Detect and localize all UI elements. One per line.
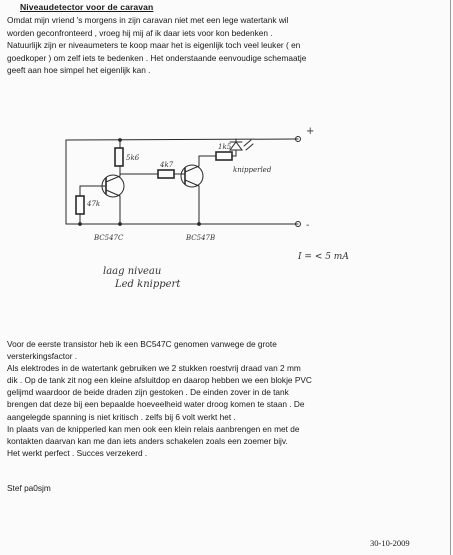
body-line: In plaats van de knipperled kan men ook een klein relais aanbrengen en met de xyxy=(7,423,300,434)
body-line: Het werkt perfect . Succes verzekerd . xyxy=(7,447,148,458)
junction-dot xyxy=(119,223,122,226)
t2-collector xyxy=(185,166,199,172)
t1-collector xyxy=(106,176,120,182)
body-line: Als elektrodes in de watertank gebruiken we 2 stukken roestvrij draad van 2 mm xyxy=(7,363,301,374)
note-line-1: laag niveau xyxy=(103,266,162,277)
body-paragraph xyxy=(7,338,447,459)
intro-paragraph xyxy=(7,14,447,77)
r1-label: 5k6 xyxy=(126,154,140,162)
r2-label: 4k7 xyxy=(160,161,174,169)
body-line: kontakten daarvan kan me dan iets anders schakelen zoals een zoemer bijv. xyxy=(7,435,288,446)
current-note: I = < 5 mA xyxy=(298,252,349,262)
positive-rail xyxy=(66,139,298,140)
t2-type-label: BC547B xyxy=(186,234,216,242)
r3-resistor xyxy=(216,152,232,160)
schematic-drawing xyxy=(58,104,388,334)
led-light-arrows xyxy=(244,140,253,150)
r4-label: 47k xyxy=(87,200,101,208)
intro-line: geeft aan hoe simpel het eigenlijk kan . xyxy=(7,65,151,76)
document-date: 30-10-2009 xyxy=(370,538,410,548)
r4-resistor xyxy=(76,196,84,214)
intro-line: Omdat mijn vriend 's morgens in zijn caravan niet met een lege watertank wil xyxy=(7,15,289,25)
intro-line: worden geconfronteerd , vroeg hij mij af ik daar iets voor kon bedenken . xyxy=(7,27,273,38)
intro-line: goedkoper ) om zelf iets te bedenken . Het onderstaande eenvoudige schemaatje xyxy=(7,52,307,63)
t2-emitter xyxy=(185,180,199,186)
r1-resistor xyxy=(115,148,123,166)
negative-label: - xyxy=(306,220,310,231)
t1-emitter xyxy=(106,190,120,196)
junction-dot xyxy=(198,223,201,226)
page-edge-line xyxy=(450,0,451,555)
body-line: gelijmd waardoor de beide draden zijn gestoken . De einden zover in de tank xyxy=(7,387,289,398)
t2-to-r3-wire xyxy=(199,156,216,166)
junction-dot xyxy=(119,139,122,142)
r3-label: 1k5 xyxy=(218,143,232,151)
t1-type-label: BC547C xyxy=(94,234,124,242)
body-line: aangelegde spanning is niet kritisch . zelfs bij 6 volt werkt het . xyxy=(7,411,236,422)
body-line: dik . Op de tank zit nog een kleine afsluitdop en daarop hebben we een blokje PVC xyxy=(7,375,312,386)
positive-label: + xyxy=(306,126,315,137)
led-label: knipperled xyxy=(233,166,272,174)
body-line: versterkingsfactor . xyxy=(7,351,78,362)
body-line: Voor de eerste transistor heb ik een BC547C genomen vanwege de grote xyxy=(7,339,277,349)
document-title: Niveaudetector voor de caravan xyxy=(20,2,154,12)
body-line: brengen dat deze bij een bepaalde hoeveelheid water droog komen te staan . De xyxy=(7,399,305,410)
note-line-2: Led knippert xyxy=(115,279,181,290)
r2-resistor xyxy=(158,170,174,178)
junction-dot xyxy=(79,223,82,226)
schematic-svg xyxy=(58,104,388,334)
intro-line: Natuurlijk zijn er niveaumeters te koop maar het is eigenlijk toch veel leuker ( en xyxy=(7,40,301,51)
author-signature: Stef pa0sjm xyxy=(7,483,51,493)
led-diode xyxy=(230,142,242,150)
